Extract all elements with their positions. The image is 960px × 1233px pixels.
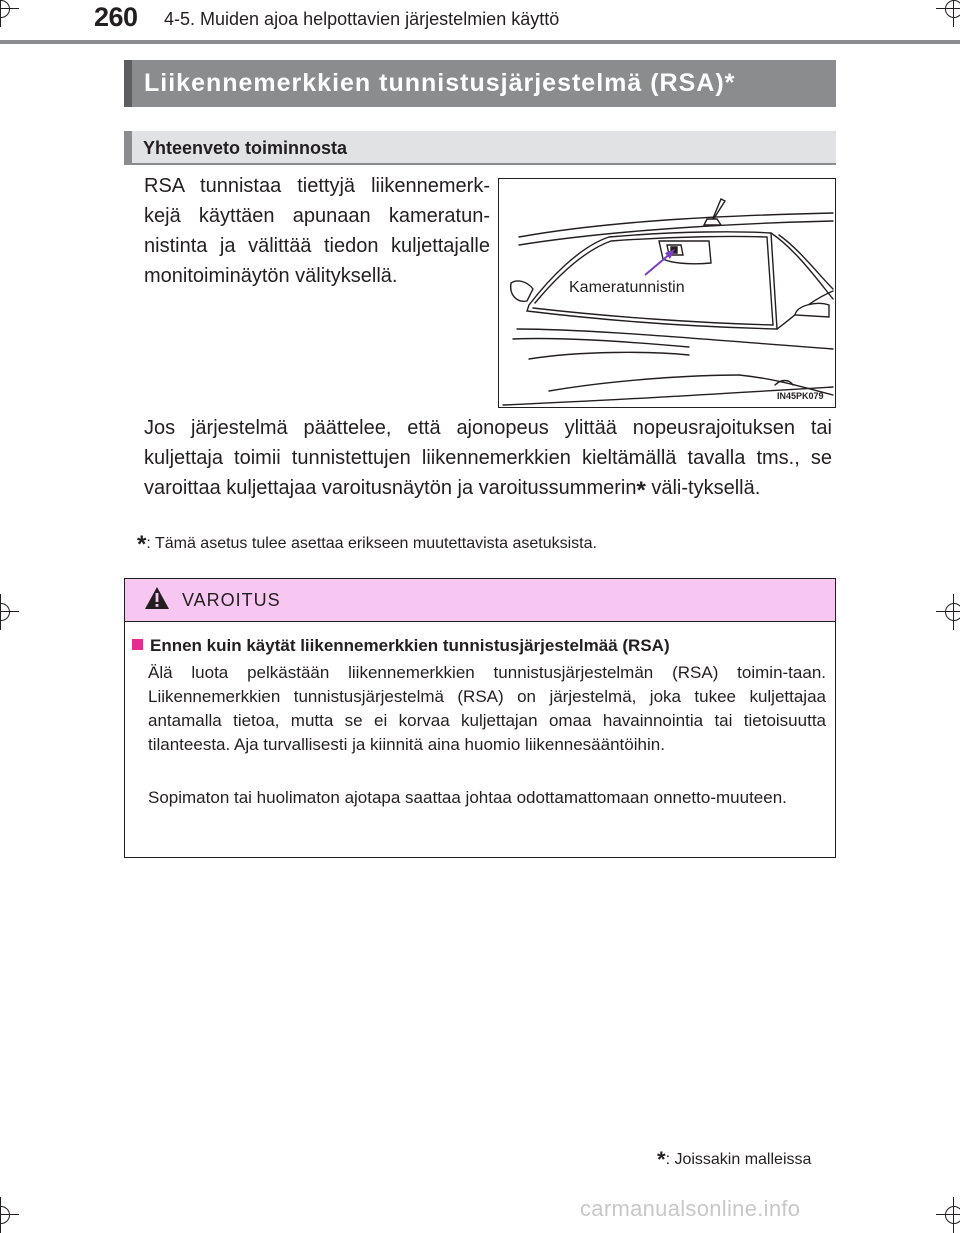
title-accent: [124, 60, 132, 107]
section-subheading: Yhteenveto toiminnosta: [143, 138, 348, 158]
warning-heading-text: Ennen kuin käytät liikennemerkkien tunnistusjärjestelmää (RSA): [150, 636, 670, 655]
crop-mark-icon: [936, 0, 960, 27]
crop-mark-icon: [936, 1197, 960, 1233]
crop-mark-icon: [0, 594, 19, 630]
warning-header: [125, 579, 835, 622]
figure-callout-label: Kameratunnistin: [569, 279, 685, 296]
watermark: carmanualsonline.info: [580, 1196, 801, 1221]
crop-mark-icon: [936, 594, 960, 630]
crop-mark-icon: [0, 1197, 19, 1233]
intro-paragraph: RSA tunnistaa tiettyjä liikennemerk-kejä käyttäen apunaan kameratun-nistinta ja välittää tiedon kuljettajalle monitoiminäytön välityksellä.: [144, 175, 490, 287]
note-asterisk: *: [657, 1147, 666, 1172]
note-text: : Joissakin malleissa: [665, 1151, 812, 1168]
bullet-square-icon: [132, 639, 143, 650]
paragraph-tail: väli-tyksellä.: [645, 477, 761, 499]
page-title-bar: [124, 60, 836, 107]
section-breadcrumb: 4-5. Muiden ajoa helpottavien järjestelmien käyttö: [164, 9, 560, 29]
warning-triangle-icon: [144, 586, 170, 610]
subheading-accent: [124, 131, 132, 163]
page-number: 260: [94, 2, 138, 32]
pointer-arrow: [645, 253, 671, 275]
crop-mark-icon: [0, 0, 19, 27]
warning-paragraph: Älä luota pelkästään liikennemerkkien tunnistusjärjestelmän (RSA) toimin-taan. Liikennemerkkien tunnistusjärjestelmä (RSA) on järjestelmä, joka tukee kuljettajaa antamalla tietoa, mutta se ei korvaa kuljettajan omaa havainnointia tai tietoisuutta tilanteesta. Aja turvallisesti ja kiinnitä aina huomio liikennesääntöihin.: [148, 663, 826, 754]
camera-sensor-illustration: [498, 178, 836, 408]
model-availability-note: [657, 1147, 812, 1172]
section-subheading-bar: [124, 131, 836, 165]
header-divider: [0, 40, 960, 44]
warning-heading: [132, 636, 670, 656]
warning-label: VAROITUS: [182, 590, 281, 610]
figure-code: IN45PK079: [777, 391, 824, 401]
warning-paragraph: Sopimaton tai huolimaton ajotapa saattaa johtaa odottamattomaan onnetto-muuteen.: [148, 788, 787, 807]
paragraph-text: Jos järjestelmä päättelee, että ajonopeus ylittää nopeusrajoituksen tai kuljettaja toimii tunnistettujen liikennemerkkien kieltämällä tavalla tms., se varoittaa kuljettajaa varoitusnäytön ja varoitussummerin: [144, 417, 832, 499]
footnote-text: : Tämä asetus tulee asettaa erikseen muutettavista asetuksista.: [146, 535, 597, 552]
warning-behavior-paragraph: [144, 413, 832, 503]
footnote-marker: *: [636, 477, 646, 504]
page-title: Liikennemerkkien tunnistusjärjestelmä (RSA)*: [144, 69, 736, 97]
footnote: [137, 531, 597, 558]
warning-box: [124, 578, 836, 858]
footnote-asterisk: *: [137, 531, 147, 558]
